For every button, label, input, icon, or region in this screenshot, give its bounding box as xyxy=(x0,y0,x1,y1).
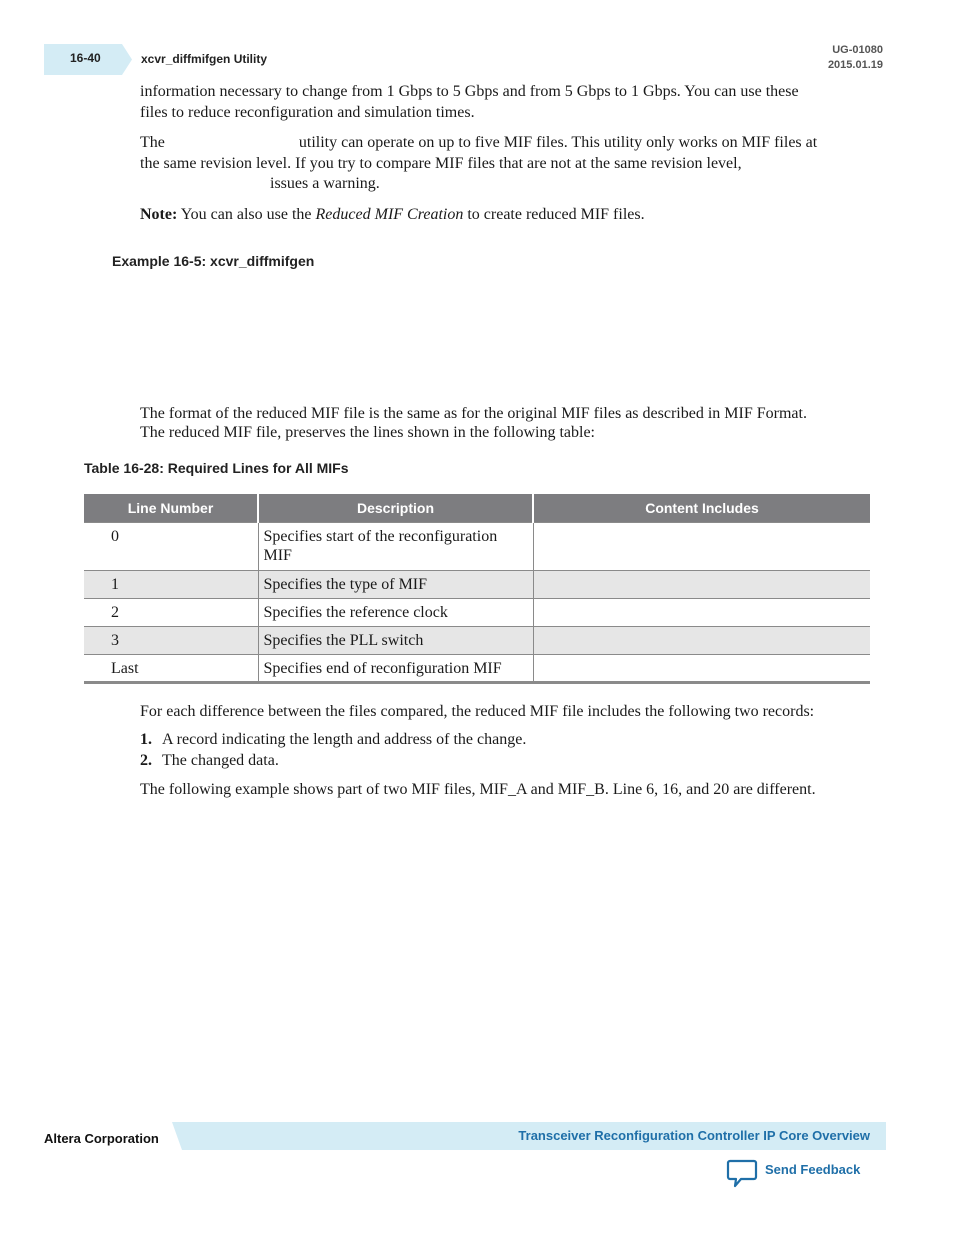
note xyxy=(140,205,645,226)
intro-line: information necessary to change from 1 Gbps to 5 Gbps and from 5 Gbps to 1 Gbps. You can use these xyxy=(140,83,799,100)
list-item-text: The changed data. xyxy=(162,751,279,769)
list-item-number: 2. xyxy=(140,751,152,769)
table-row xyxy=(84,627,870,655)
intro-line: files to reduce reconfiguration and simulation times. xyxy=(140,103,475,121)
content-cell xyxy=(533,571,870,599)
content-cell xyxy=(533,627,870,655)
table-row xyxy=(84,523,870,571)
example-caption: Example 16-5: xcvr_diffmifgen xyxy=(112,253,315,269)
table-row xyxy=(84,571,870,599)
line-number-cell: 1 xyxy=(84,571,258,599)
table-row xyxy=(84,599,870,627)
column-header: Line Number xyxy=(84,494,258,523)
note-link-text: Reduced MIF Creation xyxy=(315,206,464,223)
column-header: Description xyxy=(258,494,533,523)
send-feedback-link[interactable]: Send Feedback xyxy=(765,1162,861,1177)
records-list xyxy=(140,730,526,771)
utility-para-rest: utility can operate on up to five MIF files. This utility only works on MIF files at xyxy=(298,134,818,151)
example-paragraph: The following example shows part of two MIF files, MIF_A and MIF_B. Line 6, 16, and 20 are different. xyxy=(140,781,816,798)
format-paragraph xyxy=(140,405,807,442)
list-item-text: A record indicating the length and address of the change. xyxy=(162,731,527,748)
speech-bubble-icon[interactable] xyxy=(726,1158,758,1188)
page-number: 16-40 xyxy=(70,51,101,65)
content-cell xyxy=(533,599,870,627)
table-caption: Table 16-28: Required Lines for All MIFs xyxy=(84,460,349,476)
content-cell xyxy=(533,655,870,683)
description-cell: Specifies the PLL switch xyxy=(258,627,533,655)
running-section-title: xcvr_diffmifgen Utility xyxy=(141,52,268,66)
utility-paragraph xyxy=(140,133,870,195)
document-id xyxy=(828,43,883,73)
utility-para-line: issues a warning. xyxy=(270,175,380,192)
note-text-pre: You can also use the xyxy=(180,206,312,223)
format-line: The format of the reduced MIF file is the same as for the original MIF files as described in MIF Format. xyxy=(140,405,807,422)
utility-para-the: The xyxy=(140,134,165,151)
line-number-cell: 3 xyxy=(84,627,258,655)
line-number-cell: Last xyxy=(84,655,258,683)
utility-para-line: the same revision level. If you try to compare MIF files that are not at the same revision level, xyxy=(140,154,742,172)
table-row xyxy=(84,655,870,683)
description-cell: Specifies start of the reconfiguration MIF xyxy=(258,523,533,571)
note-label: Note: xyxy=(140,206,178,223)
footer-doc-title-link[interactable]: Transceiver Reconfiguration Controller IP Core Overview xyxy=(518,1128,870,1143)
doc-id-date: 2015.01.19 xyxy=(827,59,883,71)
description-cell: Specifies the type of MIF xyxy=(258,571,533,599)
table-header-row xyxy=(84,494,870,523)
list-item xyxy=(140,751,526,772)
column-header: Content Includes xyxy=(533,494,870,523)
diff-paragraph: For each difference between the files compared, the reduced MIF file includes the following two records: xyxy=(140,703,815,720)
doc-id-number: UG-01080 xyxy=(832,44,883,56)
line-number-cell: 2 xyxy=(84,599,258,627)
description-cell: Specifies the reference clock xyxy=(258,599,533,627)
list-item-number: 1. xyxy=(140,731,152,748)
intro-paragraph xyxy=(140,82,799,123)
note-text-post: to create reduced MIF files. xyxy=(467,206,645,223)
description-cell: Specifies end of reconfiguration MIF xyxy=(258,655,533,683)
line-number-cell: 0 xyxy=(84,523,258,571)
format-line: The reduced MIF file, preserves the lines shown in the following table: xyxy=(140,423,595,441)
list-item xyxy=(140,730,526,751)
company-name: Altera Corporation xyxy=(44,1131,159,1146)
content-cell xyxy=(533,523,870,571)
required-lines-table xyxy=(84,494,870,684)
